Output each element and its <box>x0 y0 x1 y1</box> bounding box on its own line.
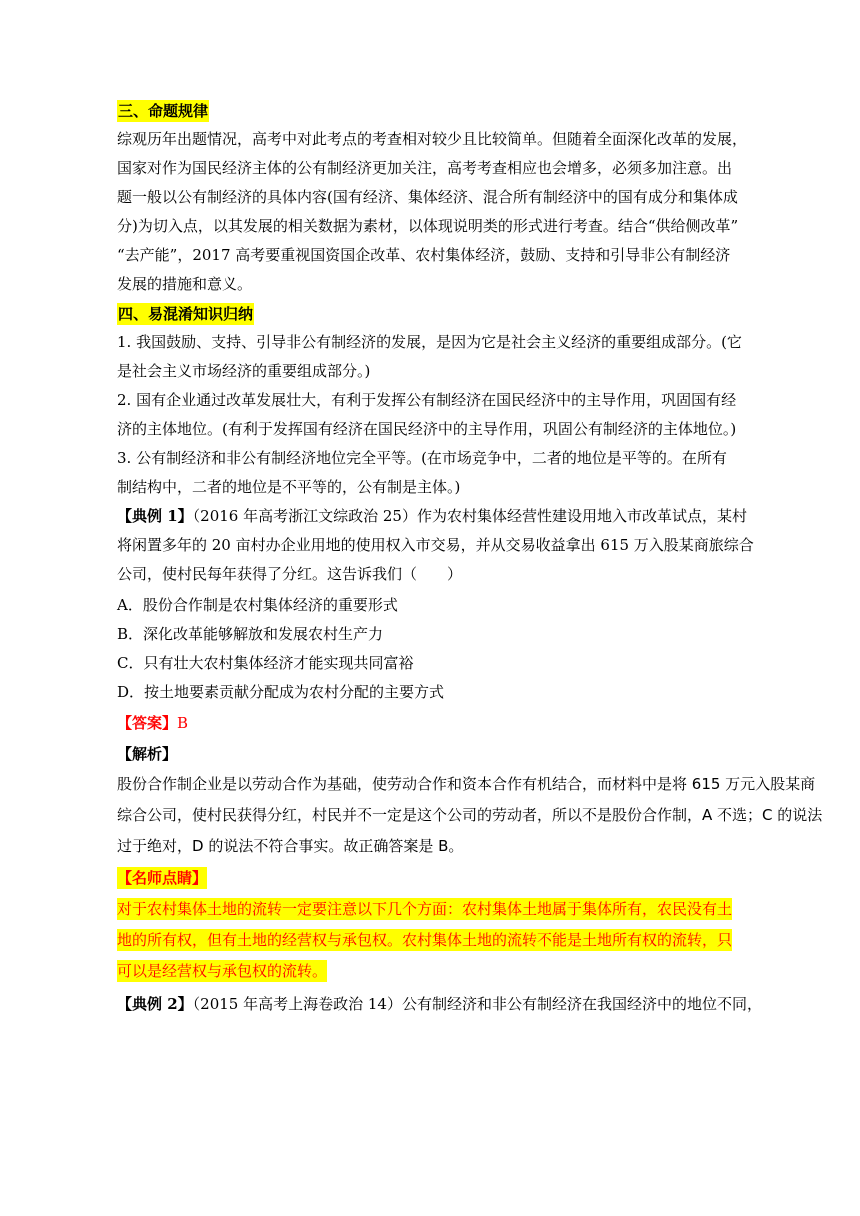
example-2-line: （2015 年高考上海卷政治 14）公有制经济和非公有制经济在我国经济中的地位不同， <box>192 995 762 1013</box>
analysis-line: 过于绝对，D 的说法不符合事实。故正确答案是 B。 <box>117 837 464 855</box>
example-2-label: 【典例 2】 <box>117 995 193 1013</box>
section-3-heading: 三、命题规律 <box>118 101 209 120</box>
paragraph-line: 题一般以公有制经济的具体内容(国有经济、集体经济、混合所有制经济中的国有成分和集体成 <box>117 188 738 206</box>
option-d: D．按土地要素贡献分配成为农村分配的主要方式 <box>117 683 445 701</box>
list-item-line: 是社会主义市场经济的重要组成部分。) <box>117 362 371 380</box>
tip-row <box>117 893 747 924</box>
paragraph-line: 国家对作为国民经济主体的公有制经济更加关注，高考考查相应也会增多，必须多加注意。出 <box>117 159 733 177</box>
answer-label: 【答案】 <box>117 714 178 732</box>
section-4 <box>117 299 747 328</box>
analysis-line: 综合公司，使村民获得分红，村民并不一定是这个公司的劳动者，所以不是股份合作制，A 不选；C 的说法 <box>117 806 823 824</box>
list-item-line: 2. 国有企业通过改革发展壮大，有利于发挥公有制经济在国民经济中的主导作用，巩固国有经 <box>117 391 737 409</box>
tip-line: 地的所有权，但有土地的经营权与承包权。农村集体土地的流转不能是土地所有权的流转，只 <box>117 930 733 949</box>
tip-label: 【名师点睛】 <box>117 868 208 887</box>
example-2-stem <box>117 990 762 1019</box>
example-1-line: （2016 年高考浙江文综政治 25）作为农村集体经营性建设用地入市改革试点，某村 <box>192 507 747 525</box>
section-3 <box>117 96 747 125</box>
analysis-line: 股份合作制企业是以劳动合作为基础，使劳动合作和资本合作有机结合，而材料中是将 615 万元入股某商 <box>117 775 816 793</box>
example-1-stem <box>117 502 747 531</box>
analysis-heading <box>117 740 747 769</box>
option-c: C．只有壮大农村集体经济才能实现共同富裕 <box>117 654 414 672</box>
tip-row <box>117 955 747 986</box>
tip-line: 可以是经营权与承包权的流转。 <box>117 961 328 980</box>
paragraph-line: “去产能”，2017 高考要重视国资国企改革、农村集体经济，鼓励、支持和引导非公有制经济 <box>117 246 731 264</box>
example-1-label: 【典例 1】 <box>117 507 193 525</box>
answer <box>117 709 747 738</box>
option-a: A．股份合作制是农村集体经济的重要形式 <box>117 596 398 614</box>
tip-heading <box>117 862 747 893</box>
paragraph-line: 综观历年出题情况，高考中对此考点的考查相对较少且比较简单。但随着全面深化改革的发展， <box>117 130 748 148</box>
list-item-line: 1. 我国鼓励、支持、引导非公有制经济的发展，是因为它是社会主义经济的重要组成部分。(它 <box>117 333 742 351</box>
paragraph-line: 发展的措施和意义。 <box>117 275 253 293</box>
example-1-line: 将闲置多年的 20 亩村办企业用地的使用权入市交易，并从交易收益拿出 615 万入股某商旅综合 <box>117 536 754 554</box>
paragraph-line: 分)为切入点，以其发展的相关数据为素材，以体现说明类的形式进行考查。结合“供给侧改革” <box>117 217 739 235</box>
list-item-line: 制结构中，二者的地位是不平等的，公有制是主体。) <box>117 478 461 496</box>
document-page <box>117 96 823 1019</box>
tip-row <box>117 924 747 955</box>
list-item-line: 3. 公有制经济和非公有制经济地位完全平等。(在市场竞争中，二者的地位是平等的。在所有 <box>117 449 727 467</box>
tip-line: 对于农村集体土地的流转一定要注意以下几个方面：农村集体土地属于集体所有，农民没有土 <box>117 899 733 918</box>
section-4-heading: 四、易混淆知识归纳 <box>118 304 254 323</box>
list-item-line: 济的主体地位。(有利于发挥国有经济在国民经济中的主导作用，巩固公有制经济的主体地位。) <box>117 420 737 438</box>
example-1-line: 公司，使村民每年获得了分红。这告诉我们（ ） <box>117 565 463 583</box>
option-b: B．深化改革能够解放和发展农村生产力 <box>117 625 384 643</box>
answer-value: B <box>177 714 189 732</box>
analysis-label: 【解析】 <box>117 745 178 763</box>
